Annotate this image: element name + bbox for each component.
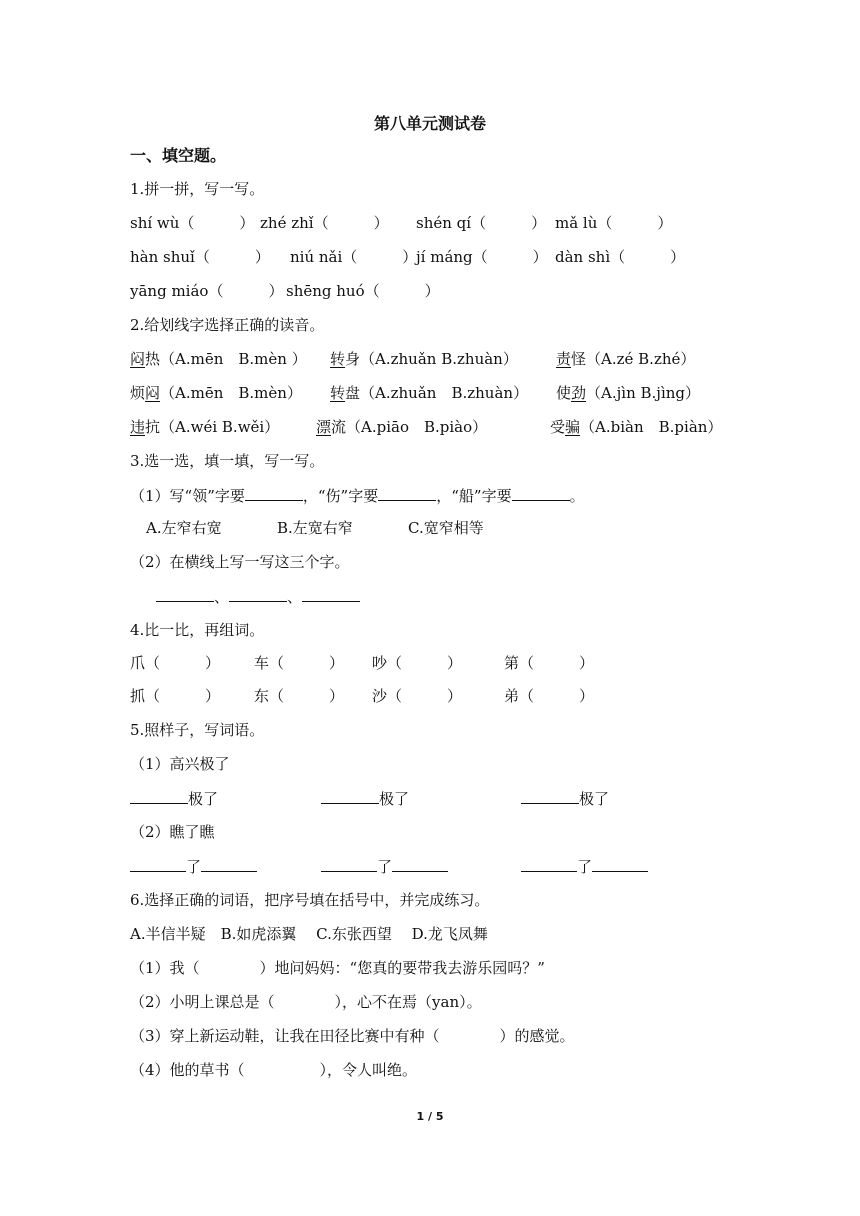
reading-choice-item	[130, 349, 307, 369]
plain-char: 使	[556, 384, 572, 402]
pattern-suffix: 极了	[579, 790, 610, 808]
answer-blank[interactable]	[512, 485, 570, 501]
pinyin-item: jí máng（ ）	[416, 248, 548, 266]
answer-blank[interactable]	[130, 788, 188, 804]
reading-choice-item	[316, 417, 487, 437]
answer-blank[interactable]	[521, 856, 577, 872]
pattern-infix: 了	[377, 858, 393, 876]
reading-choice-item	[130, 383, 302, 403]
reading-choice-item	[130, 417, 279, 437]
separator: 、	[287, 588, 303, 606]
q5-sub2: （2）瞧了瞧	[130, 823, 215, 841]
q5-title: 5.照样子，写词语。	[130, 721, 265, 739]
pattern-item	[321, 788, 409, 809]
q6-item: （4）他的草书（ ），令人叫绝。	[130, 1061, 418, 1079]
choice-text: 身（A.zhuǎn B.zhuàn）	[345, 350, 518, 368]
compare-item: 第（ ）	[504, 654, 595, 672]
pattern-item	[521, 856, 648, 877]
plain-char: 烦	[130, 384, 146, 402]
pinyin-item: shí wù（ ）	[130, 214, 255, 232]
q3-sub1	[130, 485, 585, 506]
compare-item: 抓（ ）	[130, 687, 221, 705]
underlined-char: 骗	[565, 418, 581, 436]
sub1-text: ，“船”字要	[436, 487, 512, 505]
pattern-infix: 了	[186, 858, 202, 876]
underlined-char: 闷	[145, 384, 161, 402]
answer-blank[interactable]	[392, 856, 448, 872]
answer-blank[interactable]	[378, 485, 436, 501]
choice-text: 盘（A.zhuǎn B.zhuàn）	[345, 384, 529, 402]
answer-blank[interactable]	[302, 586, 360, 602]
section-heading-fill-in: 一、填空题。	[130, 146, 227, 165]
choice-text: 怪（A.zé B.zhé）	[571, 350, 696, 368]
choice-text: （A.mēn B.mèn）	[160, 384, 302, 402]
compare-item: 沙（ ）	[372, 687, 463, 705]
q6-options: A.半信半疑 B.如虎添翼 C.东张西望 D.龙飞凤舞	[130, 925, 488, 943]
q5-sub1: （1）高兴极了	[130, 755, 230, 773]
q4-title: 4.比一比，再组词。	[130, 621, 265, 639]
plain-char: 受	[550, 418, 566, 436]
answer-blank[interactable]	[321, 856, 377, 872]
reading-choice-item	[550, 417, 722, 437]
answer-blank[interactable]	[245, 485, 303, 501]
separator: 、	[214, 588, 230, 606]
underlined-char: 转	[330, 350, 346, 368]
choice-text: （A.jìn B.jìng）	[586, 384, 701, 402]
sub1-text: 。	[569, 487, 585, 505]
answer-blank[interactable]	[156, 586, 214, 602]
reading-choice-item	[330, 349, 518, 369]
option-item: A.左窄右宽	[146, 519, 222, 537]
pattern-item	[521, 788, 609, 809]
sub1-text: （1）写“领”字要	[130, 487, 245, 505]
underlined-char: 闷	[130, 350, 146, 368]
underlined-char: 违	[130, 418, 146, 436]
underlined-char: 责	[556, 350, 572, 368]
pinyin-item: shēng huó（ ）	[286, 282, 440, 300]
q3-blank-row	[156, 586, 360, 607]
answer-blank[interactable]	[130, 856, 186, 872]
pinyin-item: yāng miáo（ ）	[130, 282, 284, 300]
q3-title: 3.选一选，填一填，写一写。	[130, 452, 325, 470]
q6-title: 6.选择正确的词语，把序号填在括号中，并完成练习。	[130, 891, 490, 909]
reading-choice-item	[556, 383, 700, 403]
answer-blank[interactable]	[321, 788, 379, 804]
sub1-text: ，“伤”字要	[302, 487, 379, 505]
q6-item: （3）穿上新运动鞋，让我在田径比赛中有种（ ）的感觉。	[130, 1027, 575, 1045]
pinyin-item: mǎ lù（ ）	[555, 214, 673, 232]
q3-sub2: （2）在横线上写一写这三个字。	[130, 553, 350, 571]
q1-title: 1.拼一拼，写一写。	[130, 180, 265, 198]
choice-text: 流（A.piāo B.piào）	[331, 418, 488, 436]
q6-item: （1）我（ ）地问妈妈：“您真的要带我去游乐园吗？”	[130, 959, 545, 977]
answer-blank[interactable]	[229, 586, 287, 602]
choice-text: 抗（A.wéi B.wěi）	[145, 418, 280, 436]
compare-item: 弟（ ）	[504, 687, 595, 705]
compare-item: 吵（ ）	[372, 654, 463, 672]
pattern-item	[130, 856, 257, 877]
underlined-char: 漂	[316, 418, 332, 436]
q2-title: 2.给划线字选择正确的读音。	[130, 316, 325, 334]
answer-blank[interactable]	[521, 788, 579, 804]
answer-blank[interactable]	[592, 856, 648, 872]
pattern-infix: 了	[577, 858, 593, 876]
compare-item: 东（ ）	[254, 687, 345, 705]
reading-choice-item	[556, 349, 695, 369]
reading-choice-item	[330, 383, 528, 403]
underlined-char: 转	[330, 384, 346, 402]
option-item: C.宽窄相等	[408, 519, 484, 537]
choice-text: （A.biàn B.piàn）	[580, 418, 723, 436]
page-number: 1 / 5	[416, 1110, 444, 1123]
q6-item: （2）小明上课总是（ ），心不在焉（yan）。	[130, 993, 482, 1011]
answer-blank[interactable]	[201, 856, 257, 872]
pinyin-item: niú nǎi（ ）	[290, 248, 418, 266]
pinyin-item: shén qí（ ）	[416, 214, 547, 232]
compare-item: 车（ ）	[254, 654, 345, 672]
pinyin-item: hàn shuǐ（ ）	[130, 248, 270, 266]
underlined-char: 劲	[571, 384, 587, 402]
pinyin-item: dàn shì（ ）	[555, 248, 686, 266]
choice-text: 热（A.mēn B.mèn ）	[145, 350, 307, 368]
pattern-item	[130, 788, 218, 809]
pinyin-item: zhé zhǐ（ ）	[260, 214, 389, 232]
compare-item: 爪（ ）	[130, 654, 221, 672]
pattern-suffix: 极了	[379, 790, 410, 808]
option-item: B.左宽右窄	[277, 519, 353, 537]
pattern-suffix: 极了	[188, 790, 219, 808]
pattern-item	[321, 856, 448, 877]
page-title: 第八单元测试卷	[373, 114, 486, 133]
